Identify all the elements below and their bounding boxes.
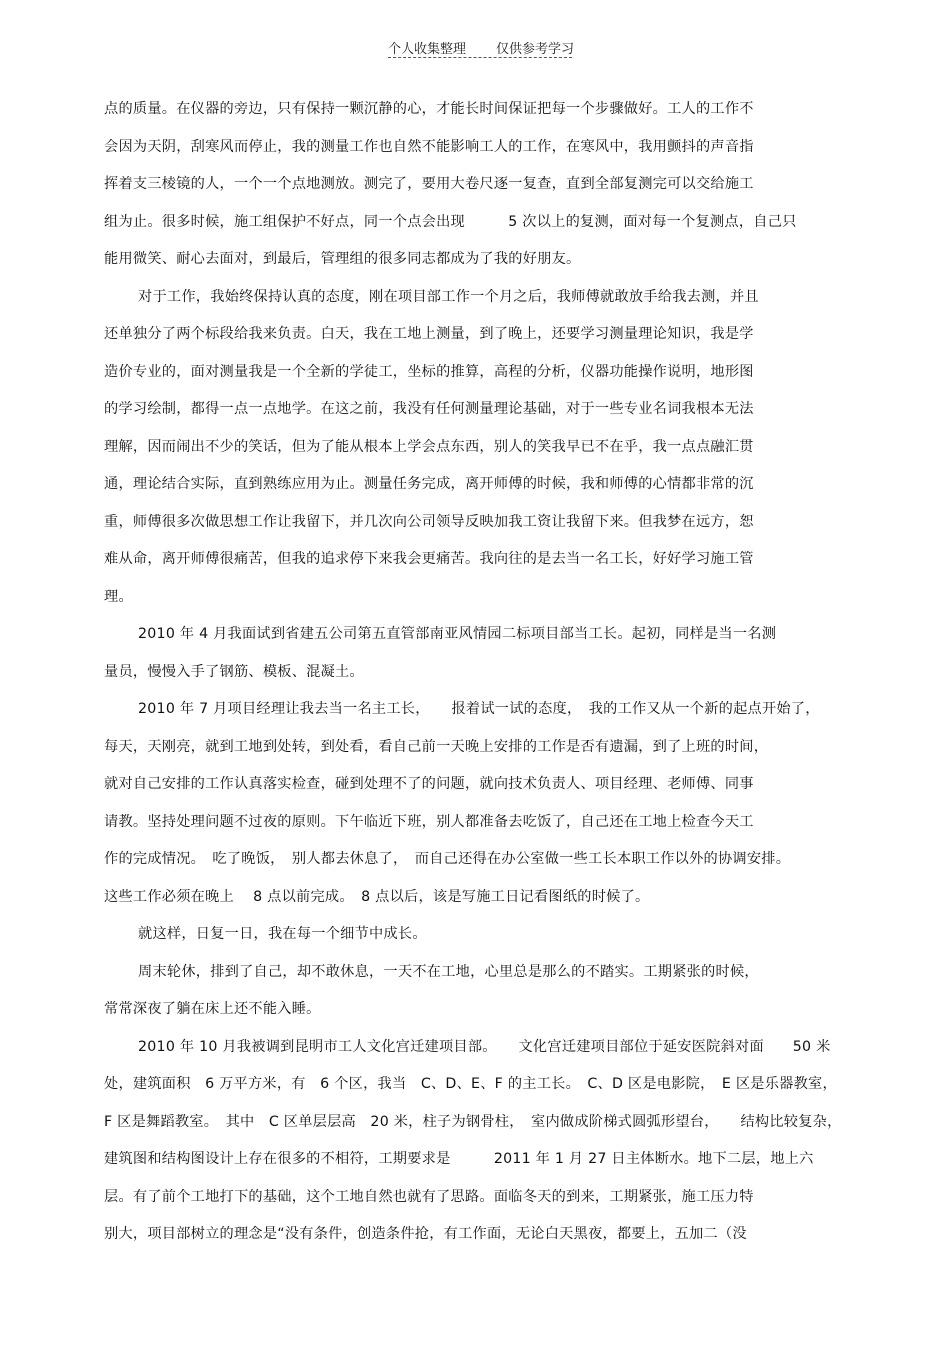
text-line: 理。 [104, 588, 133, 605]
header-left-text: 个人收集整理 [388, 42, 467, 57]
text-line: 会因为天阴，刮寒风而停止，我的测量工作也自然不能影响工人的工作，在寒风中，我用颤抖的声音指 [104, 138, 754, 155]
text-line: 2010 年 10 月我被调到昆明市工人文化宫迁建项目部。 文化宫迁建项目部位于延安医院斜对面 50 米 [138, 1038, 831, 1055]
text-line: 每天，天刚亮，就到工地到处转，到处看，看自己前一天晚上安排的工作是否有遗漏，到了上班的时间， [104, 738, 769, 755]
text-line: 别大，项目部树立的理念是“没有条件，创造条件抢，有工作面，无论白天黑夜，都要上，五加二（没 [104, 1226, 747, 1242]
header-underline [388, 57, 572, 58]
text-line: 理解，因而闹出不少的笑话，但为了能从根本上学会点东西，别人的笑我早已不在乎，我一点点融汇贯 [104, 438, 754, 455]
text-line: 2010 年 4 月我面试到省建五公司第五直管部南亚风情园二标项目部当工长。起初，同样是当一名测 [138, 626, 777, 642]
text-line: 的学习绘制，都得一点一点地学。在这之前，我没有任何测量理论基础，对于一些专业名词我根本无法 [104, 401, 754, 417]
text-line: 对于工作，我始终保持认真的态度，刚在项目部工作一个月之后，我师傅就敢放手给我去测，并且 [138, 288, 759, 305]
text-line: 难从命，离开师傅很痛苦，但我的追求停下来我会更痛苦。我向往的是去当一名工长，好好学习施工管 [104, 551, 754, 567]
text-line: 层。有了前个工地打下的基础，这个工地自然也就有了思路。面临冬天的到来，工期紧张，施工压力特 [104, 1188, 754, 1205]
text-line: 点的质量。在仪器的旁边，只有保持一颗沉静的心，才能长时间保证把每一个步骤做好。工人的工作不 [104, 101, 754, 117]
text-line: 就对自己安排的工作认真落实检查，碰到处理不了的问题，就向技术负责人、项目经理、老师傅、同事 [104, 776, 754, 792]
text-line: 重，师傅很多次做思想工作让我留下，并几次向公司领导反映加我工资让我留下来。但我梦在远方，恕 [104, 513, 754, 530]
text-line: 造价专业的，面对测量我是一个全新的学徒工，坐标的推算，高程的分析，仪器功能操作说明，地形图 [104, 363, 754, 380]
document-body [104, 96, 864, 1259]
text-line: 这些工作必须在晚上 8 点以前完成。 8 点以后，该是写施工日记看图纸的时候了。 [104, 888, 650, 905]
text-line: 周末轮休，排到了自己，却不敢休息，一天不在工地，心里总是那么的不踏实。工期紧张的时候， [138, 963, 759, 980]
text-line: 建筑图和结构图设计上存在很多的不相符，工期要求是 2011 年 1 月 27 日主体断水。地下二层，地上六 [104, 1151, 814, 1167]
text-line: 通，理论结合实际，直到熟练应用为止。测量任务完成，离开师傅的时候，我和师傅的心情都非常的沉 [104, 476, 754, 492]
text-line: 作的完成情况。 吃了晚饭， 别人都去休息了， 而自己还得在办公室做一些工长本职工作以外的协调安排。 [104, 851, 791, 867]
text-line: 组为止。很多时候，施工组保护不好点，同一个点会出现 5 次以上的复测，面对每一个复测点，自己只 [104, 213, 797, 230]
text-line: 挥着支三棱镜的人，一个一个点地测放。测完了，要用大卷尺逐一复查，直到全部复测完可以交给施工 [104, 176, 754, 192]
text-line: 量员，慢慢入手了钢筋、模板、混凝土。 [104, 663, 364, 680]
text-line: F 区是舞蹈教室。 其中 C 区单层层高 20 米，柱子为钢骨柱， 室内做成阶梯式圆弧形望台， 结构比较复杂， [104, 1113, 842, 1130]
text-line: 处，建筑面积 6 万平方米，有 6 个区，我当 C、D、E、F 的主工长。 C、D 区是电影院， E 区是乐器教室， [104, 1076, 837, 1092]
text-line: 能用微笑、耐心去面对，到最后，管理组的很多同志都成为了我的好朋友。 [104, 251, 581, 267]
text-line: 请教。坚持处理问题不过夜的原则。下午临近下班，别人都准备去吃饭了，自己还在工地上检查今天工 [104, 813, 754, 830]
text-line: 常常深夜了躺在床上还不能入睡。 [104, 1001, 321, 1017]
text-line: 还单独分了两个标段给我来负责。白天，我在工地上测量，到了晚上，还要学习测量理论知识，我是学 [104, 326, 754, 342]
header-right-text: 仅供参考学习 [496, 42, 575, 57]
text-line: 2010 年 7 月项目经理让我去当一名主工长， 报着试一试的态度， 我的工作又从一个新的起点开始了， [138, 701, 820, 717]
text-line: 就这样，日复一日，我在每一个细节中成长。 [138, 926, 427, 942]
